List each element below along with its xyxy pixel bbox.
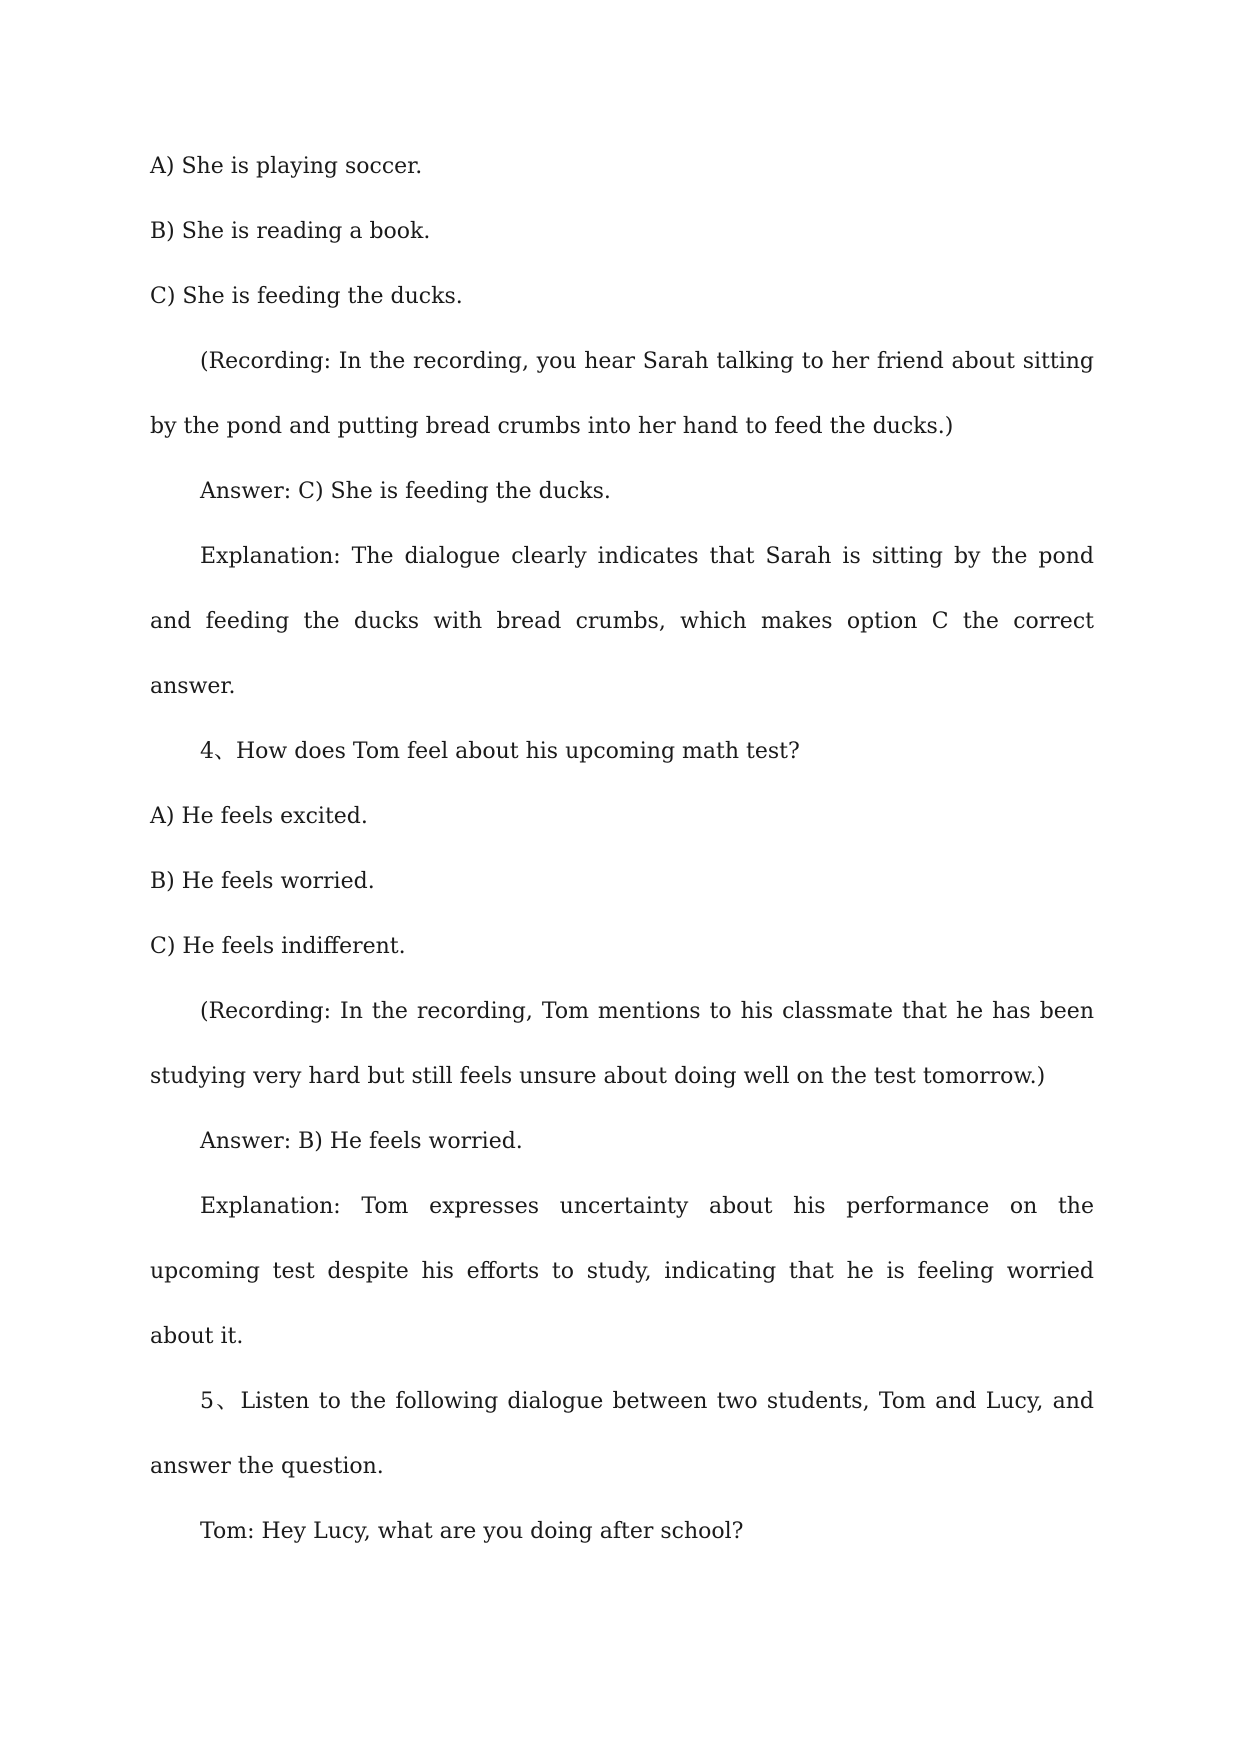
document-body — [150, 134, 1094, 1564]
q3-option-a: A) She is playing soccer. — [150, 154, 423, 179]
q3-recording: (Recording: In the recording, you hear Sarah talking to her friend about sitting by the pond and putting bread crumbs into her hand to feed the ducks.) — [150, 349, 1094, 439]
q3-option-c: C) She is feeding the ducks. — [150, 284, 463, 309]
q4-question: 4、How does Tom feel about his upcoming math test? — [200, 739, 800, 764]
q3-answer: Answer: C) She is feeding the ducks. — [200, 479, 611, 504]
q4-option-a: A) He feels excited. — [150, 804, 368, 829]
q5-dialogue-line: Tom: Hey Lucy, what are you doing after school? — [200, 1519, 744, 1544]
q3-explanation: Explanation: The dialogue clearly indicates that Sarah is sitting by the pond and feeding the ducks with bread crumbs, which makes option C the correct answer. — [150, 544, 1094, 699]
q4-option-b: B) He feels worried. — [150, 869, 375, 894]
q3-option-b: B) She is reading a book. — [150, 219, 431, 244]
q5-question: 5、Listen to the following dialogue between two students, Tom and Lucy, and answer the question. — [150, 1389, 1094, 1479]
q4-recording: (Recording: In the recording, Tom mentions to his classmate that he has been studying very hard but still feels unsure about doing well on the test tomorrow.) — [150, 999, 1094, 1089]
q4-option-c: C) He feels indifferent. — [150, 934, 406, 959]
q4-explanation: Explanation: Tom expresses uncertainty about his performance on the upcoming test despite his efforts to study, indicating that he is feeling worried about it. — [150, 1194, 1094, 1349]
q4-answer: Answer: B) He feels worried. — [200, 1129, 523, 1154]
